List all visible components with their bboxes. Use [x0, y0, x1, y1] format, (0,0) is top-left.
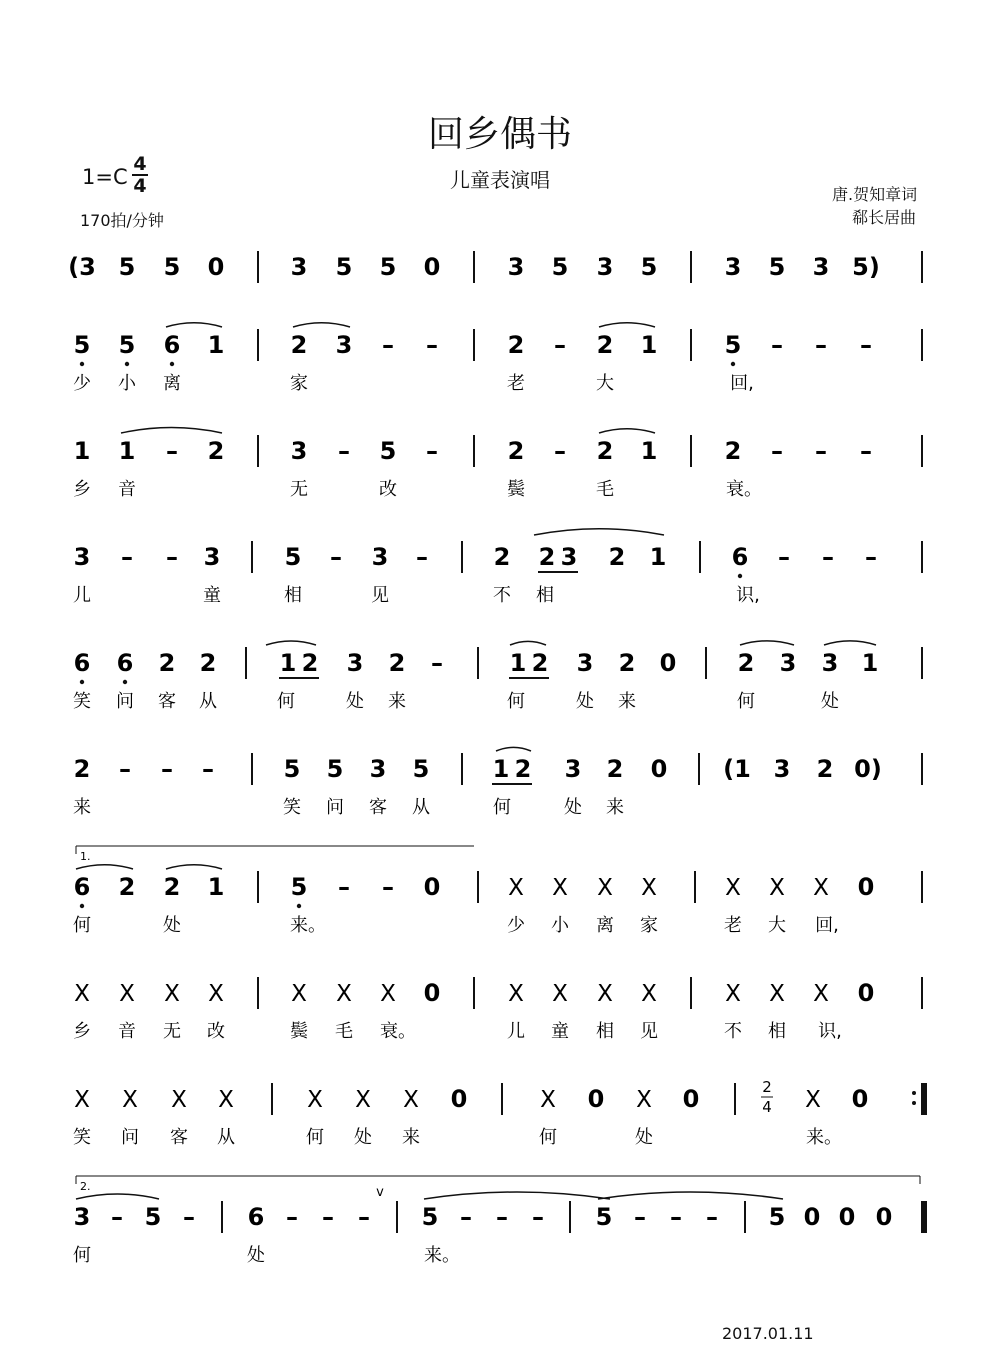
lyric-char: 改 — [379, 479, 397, 500]
dash-extension: – — [426, 331, 438, 359]
note-digit: 2 — [163, 873, 181, 901]
note-digit: 2 — [538, 543, 556, 571]
note-digit: (3 — [68, 253, 96, 281]
dash-extension: – — [634, 1203, 646, 1231]
note-digit: 1 — [279, 649, 297, 677]
low-octave-dot — [738, 574, 742, 578]
dash-extension: – — [860, 437, 872, 465]
tie-arc — [166, 865, 222, 869]
tie-arc — [740, 641, 794, 645]
note-digit: 2 — [816, 755, 834, 783]
lyric-char: 大 — [768, 915, 786, 936]
lyric-char: 来 — [388, 691, 406, 712]
dash-extension: – — [338, 873, 350, 901]
lyric-char: 回, — [730, 373, 754, 394]
lyric-char: 来 — [606, 797, 624, 818]
lyric-char: 不 — [724, 1021, 742, 1042]
note-digit: 2 — [118, 873, 136, 901]
note-digit: 5) — [852, 253, 880, 281]
note-digit: 3 — [73, 543, 91, 571]
note-digit: 2 — [301, 649, 319, 677]
date-stamp: 2017.01.11 — [722, 1324, 814, 1343]
note-digit: 5 — [640, 253, 658, 281]
rhythm-x: X — [74, 1087, 90, 1113]
lyric-char: 来 — [618, 691, 636, 712]
note-digit: 1 — [73, 437, 91, 465]
note-digit: 2 — [737, 649, 755, 677]
dash-extension: – — [771, 437, 783, 465]
lyric-char: 离 — [596, 915, 614, 936]
dash-extension: – — [426, 437, 438, 465]
rhythm-x: X — [641, 875, 657, 901]
lyric-char: 相 — [768, 1021, 786, 1042]
rhythm-x: X — [597, 875, 613, 901]
lyric-char: 问 — [116, 691, 134, 712]
low-octave-dot — [297, 904, 301, 908]
rhythm-x: X — [769, 875, 785, 901]
dash-extension: – — [338, 437, 350, 465]
dash-extension: – — [119, 755, 131, 783]
lyric-char: 处 — [354, 1127, 372, 1148]
dash-extension: – — [202, 755, 214, 783]
lyric-char: 毛 — [596, 479, 614, 500]
lyric-char: 何 — [277, 691, 295, 712]
note-digit: 5 — [163, 253, 181, 281]
lyric-char: 来。 — [424, 1245, 460, 1266]
note-digit: 0 — [857, 873, 875, 901]
dash-extension: – — [183, 1203, 195, 1231]
note-digit: 5 — [595, 1203, 613, 1231]
dash-extension: – — [860, 331, 872, 359]
low-octave-dot — [80, 680, 84, 684]
dash-extension: – — [554, 331, 566, 359]
note-digit: 2 — [493, 543, 511, 571]
note-digit: 5 — [73, 331, 91, 359]
tie-arc — [599, 323, 655, 327]
rhythm-x: X — [597, 981, 613, 1007]
lyric-char: 相 — [284, 585, 302, 606]
lyric-char: 儿 — [507, 1021, 525, 1042]
note-digit: 0 — [423, 979, 441, 1007]
lyric-char: 处 — [163, 915, 181, 936]
lyric-char: 何 — [73, 915, 91, 936]
lyric-char: 何 — [73, 1245, 91, 1266]
lyric-char: 老 — [507, 373, 525, 394]
lyric-char: 家 — [290, 373, 308, 394]
note-digit: 5 — [379, 253, 397, 281]
note-digit: 5 — [412, 755, 430, 783]
rhythm-x: X — [552, 981, 568, 1007]
rhythm-x: X — [540, 1087, 556, 1113]
note-digit: 6 — [73, 649, 91, 677]
note-digit: 6 — [163, 331, 181, 359]
rhythm-x: X — [171, 1087, 187, 1113]
lyric-char: 处 — [635, 1127, 653, 1148]
lyric-char: 回, — [815, 915, 839, 936]
key-signature: 1=C — [82, 165, 128, 189]
note-digit: 5 — [768, 253, 786, 281]
lyric-char: 大 — [596, 373, 614, 394]
rhythm-x: X — [208, 981, 224, 1007]
note-digit: 2 — [596, 331, 614, 359]
rhythm-x: X — [813, 981, 829, 1007]
tie-arc — [293, 323, 350, 327]
dash-extension: – — [778, 543, 790, 571]
note-digit: 3 — [371, 543, 389, 571]
time-signature-bottom: 4 — [133, 175, 147, 197]
dash-extension: – — [554, 437, 566, 465]
lyric-char: 衰。 — [726, 479, 762, 500]
lyric-char: 笑 — [283, 797, 301, 818]
lyric-char: 少 — [507, 915, 525, 936]
note-digit: 1 — [861, 649, 879, 677]
note-digit: 2 — [618, 649, 636, 677]
note-digit: 3 — [203, 543, 221, 571]
dash-extension: – — [111, 1203, 123, 1231]
tie-arc — [166, 323, 222, 327]
note-digit: 3 — [821, 649, 839, 677]
note-digit: 5 — [551, 253, 569, 281]
note-digit: 5 — [284, 543, 302, 571]
lyric-char: 离 — [163, 373, 181, 394]
lyric-char: 鬓 — [290, 1021, 308, 1042]
repeat-dot — [912, 1091, 916, 1095]
note-digit: 0 — [650, 755, 668, 783]
volta-number: 2. — [80, 1180, 91, 1193]
lyric-char: 问 — [121, 1127, 139, 1148]
dash-extension: – — [670, 1203, 682, 1231]
lyric-char: 来 — [73, 797, 91, 818]
note-digit: 2 — [199, 649, 217, 677]
lyric-char: 从 — [199, 691, 217, 712]
low-octave-dot — [80, 904, 84, 908]
note-digit: 5 — [290, 873, 308, 901]
lyric-char: 小 — [551, 915, 569, 936]
note-digit: 5 — [118, 253, 136, 281]
note-digit: 5 — [326, 755, 344, 783]
lyric-char: 见 — [640, 1021, 658, 1042]
note-digit: 0 — [803, 1203, 821, 1231]
dash-extension: – — [382, 331, 394, 359]
lyric-char: 毛 — [335, 1021, 353, 1042]
lyric-char: 童 — [551, 1021, 569, 1042]
volta-number: 1. — [80, 850, 91, 863]
song-title: 回乡偶书 — [427, 114, 572, 155]
lyric-char: 识, — [736, 585, 760, 606]
dash-extension: – — [416, 543, 428, 571]
note-digit: 3 — [335, 331, 353, 359]
lyric-char: 客 — [158, 691, 176, 712]
note-digit: 3 — [773, 755, 791, 783]
tie-arc — [598, 1192, 783, 1199]
note-digit: 0 — [857, 979, 875, 1007]
rhythm-x: X — [355, 1087, 371, 1113]
rhythm-x: X — [380, 981, 396, 1007]
lyric-char: 老 — [724, 915, 742, 936]
lyric-char: 处 — [247, 1245, 265, 1266]
lyric-char: 识, — [818, 1021, 842, 1042]
lyric-char: 处 — [821, 691, 839, 712]
dash-extension: – — [815, 331, 827, 359]
rhythm-x: X — [291, 981, 307, 1007]
lyric-char: 相 — [596, 1021, 614, 1042]
lyric-char: 何 — [493, 797, 511, 818]
lyric-char: 相 — [536, 585, 554, 606]
lyric-char: 改 — [207, 1021, 225, 1042]
lyric-char: 无 — [163, 1021, 181, 1042]
note-digit: 2 — [507, 331, 525, 359]
low-octave-dot — [170, 362, 174, 366]
note-digit: 0 — [423, 253, 441, 281]
note-digit: 6 — [247, 1203, 265, 1231]
dash-extension: – — [822, 543, 834, 571]
dash-extension: – — [286, 1203, 298, 1231]
lyric-char: 笑 — [73, 1127, 91, 1148]
rhythm-x: X — [307, 1087, 323, 1113]
note-digit: 5 — [379, 437, 397, 465]
tie-arc — [424, 1192, 610, 1199]
note-digit: 0 — [875, 1203, 893, 1231]
lyric-char: 从 — [217, 1127, 235, 1148]
note-digit: 1 — [207, 873, 225, 901]
lyric-char: 儿 — [73, 585, 91, 606]
dash-extension: – — [815, 437, 827, 465]
lyric-char: 鬓 — [507, 479, 525, 500]
lyric-char: 不 — [493, 585, 511, 606]
low-octave-dot — [80, 362, 84, 366]
note-digit: 1 — [640, 331, 658, 359]
rhythm-x: X — [119, 981, 135, 1007]
lyric-char: 小 — [118, 373, 136, 394]
composer-credit: 郗长居曲 — [852, 208, 917, 227]
lyric-char: 无 — [290, 479, 308, 500]
rhythm-x: X — [725, 981, 741, 1007]
note-digit: 5 — [118, 331, 136, 359]
note-digit: 2 — [596, 437, 614, 465]
note-digit: 3 — [290, 437, 308, 465]
lyric-char: 何 — [507, 691, 525, 712]
tie-arc — [76, 1194, 159, 1199]
note-digit: 2 — [158, 649, 176, 677]
note-digit: 0 — [682, 1085, 700, 1113]
note-digit: 1 — [492, 755, 510, 783]
lyric-char: 客 — [170, 1127, 188, 1148]
time-signature-top: 4 — [133, 153, 147, 175]
note-digit: 0 — [423, 873, 441, 901]
dash-extension: – — [358, 1203, 370, 1231]
note-digit: 2 — [207, 437, 225, 465]
note-digit: 3 — [507, 253, 525, 281]
tie-arc — [496, 747, 531, 751]
note-digit: 5 — [335, 253, 353, 281]
tie-arc — [510, 641, 546, 645]
note-digit: 1 — [207, 331, 225, 359]
note-digit: 6 — [73, 873, 91, 901]
lyric-char: 笑 — [73, 691, 91, 712]
dash-extension: – — [382, 873, 394, 901]
note-digit: 3 — [290, 253, 308, 281]
lyric-char: 处 — [576, 691, 594, 712]
note-digit: 6 — [116, 649, 134, 677]
dash-extension: – — [532, 1203, 544, 1231]
lyric-char: 客 — [369, 797, 387, 818]
rhythm-x: X — [813, 875, 829, 901]
note-digit: 5 — [768, 1203, 786, 1231]
rhythm-x: X — [336, 981, 352, 1007]
note-digit: 2 — [608, 543, 626, 571]
note-digit: 1 — [509, 649, 527, 677]
note-digit: 3 — [576, 649, 594, 677]
note-digit: (1 — [723, 755, 751, 783]
note-digit: 0 — [207, 253, 225, 281]
dash-extension: – — [166, 543, 178, 571]
note-digit: 3 — [564, 755, 582, 783]
note-digit: 3 — [560, 543, 578, 571]
note-digit: 5 — [421, 1203, 439, 1231]
lyric-char: 从 — [412, 797, 430, 818]
dash-extension: – — [121, 543, 133, 571]
lyric-char: 家 — [640, 915, 658, 936]
rhythm-x: X — [508, 981, 524, 1007]
note-digit: 0 — [587, 1085, 605, 1113]
low-octave-dot — [125, 362, 129, 366]
lyric-char: 问 — [326, 797, 344, 818]
note-digit: 3 — [779, 649, 797, 677]
tempo-marking: 170拍/分钟 — [80, 211, 164, 230]
note-digit: 5 — [144, 1203, 162, 1231]
tie-arc — [76, 865, 133, 869]
dash-extension: – — [330, 543, 342, 571]
performance-subtitle: 儿童表演唱 — [450, 168, 550, 192]
note-digit: 2 — [388, 649, 406, 677]
dash-extension: – — [166, 437, 178, 465]
note-digit: 5 — [724, 331, 742, 359]
lyric-char: 音 — [118, 479, 136, 500]
lyric-char: 乡 — [73, 479, 91, 500]
rhythm-x: X — [805, 1087, 821, 1113]
lyric-char: 乡 — [73, 1021, 91, 1042]
note-digit: 3 — [369, 755, 387, 783]
rhythm-x: X — [636, 1087, 652, 1113]
rhythm-x: X — [403, 1087, 419, 1113]
dash-extension: – — [706, 1203, 718, 1231]
rhythm-x: X — [552, 875, 568, 901]
lyric-char: 处 — [346, 691, 364, 712]
lyric-char: 处 — [564, 797, 582, 818]
dash-extension: – — [460, 1203, 472, 1231]
note-digit: 3 — [812, 253, 830, 281]
meter-change-top: 2 — [762, 1078, 772, 1096]
note-digit: 0) — [854, 755, 882, 783]
rhythm-x: X — [769, 981, 785, 1007]
tie-arc — [266, 641, 316, 645]
note-digit: 2 — [73, 755, 91, 783]
note-digit: 2 — [606, 755, 624, 783]
dash-extension: – — [771, 331, 783, 359]
note-digit: 1 — [649, 543, 667, 571]
low-octave-dot — [123, 680, 127, 684]
repeat-dot — [912, 1101, 916, 1105]
note-digit: 2 — [514, 755, 532, 783]
lyric-char: 来 — [402, 1127, 420, 1148]
lyric-char: 音 — [118, 1021, 136, 1042]
note-digit: 1 — [640, 437, 658, 465]
dash-extension: – — [322, 1203, 334, 1231]
note-digit: 0 — [851, 1085, 869, 1113]
lyric-char: 何 — [306, 1127, 324, 1148]
note-digit: 2 — [531, 649, 549, 677]
note-digit: 2 — [724, 437, 742, 465]
lyric-char: 少 — [73, 373, 91, 394]
note-digit: 2 — [507, 437, 525, 465]
lyric-char: 衰。 — [380, 1021, 416, 1042]
breath-mark: v — [376, 1185, 384, 1200]
note-digit: 5 — [283, 755, 301, 783]
note-digit: 0 — [838, 1203, 856, 1231]
lyric-char: 见 — [371, 585, 389, 606]
lyricist-credit: 唐.贺知章词 — [832, 185, 918, 204]
rhythm-x: X — [725, 875, 741, 901]
note-digit: 2 — [290, 331, 308, 359]
rhythm-x: X — [164, 981, 180, 1007]
note-digit: 3 — [596, 253, 614, 281]
note-digit: 3 — [346, 649, 364, 677]
rhythm-x: X — [122, 1087, 138, 1113]
lyric-char: 童 — [203, 585, 221, 606]
lyric-char: 何 — [737, 691, 755, 712]
note-digit: 6 — [731, 543, 749, 571]
dash-extension: – — [496, 1203, 508, 1231]
tie-arc — [824, 641, 876, 645]
note-digit: 1 — [118, 437, 136, 465]
dash-extension: – — [431, 649, 443, 677]
tie-arc — [599, 429, 655, 433]
low-octave-dot — [731, 362, 735, 366]
rhythm-x: X — [641, 981, 657, 1007]
lyric-char: 来。 — [806, 1127, 842, 1148]
tie-arc — [534, 529, 664, 535]
rhythm-x: X — [74, 981, 90, 1007]
dash-extension: – — [865, 543, 877, 571]
tie-arc — [121, 428, 222, 433]
note-digit: 0 — [450, 1085, 468, 1113]
note-digit: 3 — [724, 253, 742, 281]
lyric-char: 来。 — [290, 915, 326, 936]
note-digit: 3 — [73, 1203, 91, 1231]
dash-extension: – — [161, 755, 173, 783]
note-digit: 0 — [659, 649, 677, 677]
rhythm-x: X — [218, 1087, 234, 1113]
rhythm-x: X — [508, 875, 524, 901]
lyric-char: 何 — [539, 1127, 557, 1148]
meter-change-bottom: 4 — [762, 1098, 772, 1116]
